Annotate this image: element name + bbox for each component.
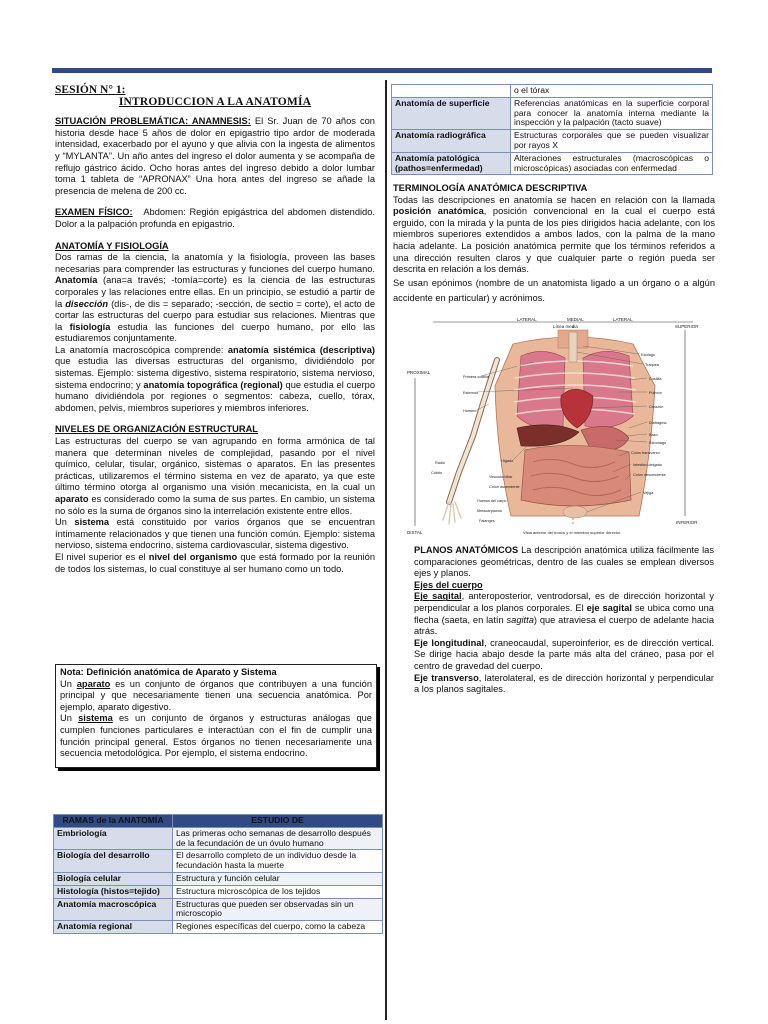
anatomy-figure [393,316,715,540]
terminologia-heading: TERMINOLOGÍA ANATÓMICA DESCRIPTIVA [393,183,588,193]
label-costilla: Costilla [649,377,662,381]
session-label: SESIÓN N° 1: [55,84,126,96]
table-row: Anatomía de superficie Referencias anatómicas en la superficie corporal para conocer la anatomía interna mediante la inspección y la palpación (tacto suave) [392,97,713,129]
label-carpo: Huesos del carpo [477,499,507,503]
label-pulmon: Pulmón [649,391,662,395]
label-lateral-right: LATERAL [613,317,633,322]
note-box [55,664,377,768]
label-distal: DISTAL [407,530,423,535]
label-cubito: Cúbito [431,471,442,475]
label-vesicula: Vesícula biliar [489,475,513,479]
estudio-col-header: ESTUDIO DE [173,815,383,828]
label-falanges: Falanges [479,519,495,523]
anatomia-paragraph-2: La anatomía macroscópica comprende: anatomía sistémica (descriptiva) que estudia las diversas estructuras del organismo, dividiéndolo por sistemas. Ejemplo: sistema digestivo, sistema respiratorio, sistema nervioso, sistema endocrino; y anatomía topográfica (regional) que estudia el cuerpo humano dividiéndola por regiones o segmentos: cabeza, cuello, tórax, abdomen, pelvis, miembros superiores y miembros inferiores. [55,344,375,413]
table-row: Anatomía regional Regiones específicas del cuerpo, como la cabeza [54,921,383,934]
header-rule [52,68,712,73]
ramas-col-header: RAMAS de la ANATOMÍA [54,815,173,828]
label-diafragma: Diafragma [649,421,667,425]
niveles-paragraph-1: Las estructuras del cuerpo se van agrupando en forma armónica de tal manera que determinan niveles de complejidad, pasando por el nivel químico, celular, tisular, orgánico, sistemas o aparatos. En las presentes prácticas, utilizaremos el término sistema en vez de aparato, ya que este último término otorga al organismo una visión mecanicista, en la cual un aparato es considerado como la suma de sus partes. En cambio, un sistema no sólo es la suma de órganos sino la interrelación existente entre ellos. [55,436,375,516]
label-bazo: Bazo [649,433,658,437]
niveles-heading: NIVELES DE ORGANIZACIÓN ESTRUCTURAL [55,424,258,435]
label-intestino-delgado: Intestino delgado [633,463,662,467]
situacion-paragraph: SITUACIÓN PROBLEMÁTICA: ANAMNESIS: El Sr. Juan de 70 años con historia desde hace 5 años de dolor en epigastrio tipo ardor de moderada intensidad, exacerbado por el ayuno y que alivia con la ingesta de alimentos y “MYLANTA”. Un año antes del ingreso el dolor aumenta y se acompaña de reflujo gástrico ácido. Ocho horas antes del ingreso debido a dolor lumbar toma 1 tableta de “APRONAX” Una hora antes del ingreso se añade la presencia de melena de 200 cc. [55,116,375,196]
left-column [55,80,375,575]
table-row: Anatomía macroscópica Estructuras que pueden ser observadas sin un microscopio [54,898,383,921]
terminologia-paragraph-1: Todas las descripciones en anatomía se hacen en relación con la llamada posición anatómica, posición convencional en la cual el cuerpo está erguido, con la mirada y la punta de los pies dirigidos hacia adelante, con los miembros superiores extendidos a ambos lados, con la palma de la mano hacia adelante. La posición anatómica permite que los términos referidos a una dirección resulten claros y que cualquier parte o región pueda ser descrita en relación a los demás. [393,194,715,275]
planos-intro: PLANOS ANATÓMICOS La descripción anatómica utiliza fácilmente las comparaciones geométricas, dentro de las cuales se emplean diversos ejes y planos. [414,545,714,579]
label-colon-ascendente: Colon ascendente [489,485,520,489]
label-radio: Radio [435,461,445,465]
table-row: Biología del desarrollo El desarrollo completo de un individuo desde la fecundación hasta la muerte [54,850,383,873]
label-higado: Hígado [501,459,514,463]
anatomia-paragraph-1: Dos ramas de la ciencia, la anatomía y la fisiología, proveen las bases necesarias para comprender las estructuras y funciones del cuerpo humano. Anatomía (ana=a través; -tomía=corte) es la ciencia de las estructuras corporales y las relaciones entre ellas. En un principio, se estudió a partir de la disección (dis-, de dis = separado; -sección, de sectio = corte), el acto de cortar las estructuras del cuerpo para estudiar sus relaciones. Mientras que la fisiología estudia las funciones del cuerpo humano, por ello las estudiaremos conjuntamente. [55,252,375,344]
note-paragraph-1: Un aparato es un conjunto de órganos que contribuyen a una función principal y que necesariamente tienen una secuencia anatómica. Por ejemplo, aparato digestivo. [60,678,372,712]
terminologia-section [393,183,715,306]
situacion-label: SITUACIÓN PROBLEMÁTICA: ANAMNESIS: [55,116,251,127]
examen-label: EXAMEN FÍSICO: [55,207,133,218]
planos-heading: PLANOS ANATÓMICOS [414,545,519,555]
label-proximal: PROXIMAL [407,370,431,375]
label-linea-media: Línea media [553,324,578,329]
note-paragraph-2: Un sistema es un conjunto de órganos y estructuras análogas que cumplen funciones particulares e interactúan con el fin de cumplir una función principal general. Estos órganos no tienen necesariamente una secuencia metodológica. Por ejemplo, el sistema endocrino. [60,713,372,759]
column-divider [385,80,387,1020]
table-row: Biología celular Estructura y función celular [54,872,383,885]
label-traquea: Tráquea [645,363,660,367]
label-colon-descendente: Colon descendente [633,473,666,477]
figure-caption: Vista anterior del tronco y el miembro superior derecho [523,530,621,535]
eje-longitudinal-paragraph: Eje longitudinal, craneocaudal, superoinferior, es de dirección vertical. Se dirige hacia abajo desde la parte más alta del cráneo, pasa por el centro de gravedad del cuerpo. [414,637,715,671]
eje-sagital-paragraph: Eje sagital, anteroposterior, ventrodorsal, es de dirección horizontal y perpendicular a los planos corporales. El eje sagital se ubica como una flecha (saeta, en latín sagitta) que atraviesa el cuerpo de adelante hacia atrás. [414,591,714,637]
label-inferior: INFERIOR [676,520,698,525]
examen-paragraph: EXAMEN FÍSICO: Abdomen: Región epigástrica del abdomen distendido. Dolor a la palpación profunda en epigastrio. [55,207,375,229]
label-colon-transverso: Colon transverso [631,451,660,455]
label-corazon: Corazón [649,405,664,409]
planos-section [414,545,714,696]
label-esofago: Esófago [641,353,655,357]
ramas-table [53,814,383,934]
table-row: o el tórax [392,85,713,98]
niveles-paragraph-2: Un sistema está constituido por varios órganos que se encuentran íntimamente relacionados y que tienen una función común. Ejemplo: sistema nervioso, sistema endocrino, sistema cardiovascular, sistema digestivo. [55,517,375,551]
ejes-heading: Ejes del cuerpo [414,579,483,590]
anatomia-heading: ANATOMÍA Y FISIOLOGÍA [55,240,169,251]
label-medial: MEDIAL [567,317,584,322]
ramas-table-continued [391,84,713,175]
label-humero: Húmero [463,409,477,413]
note-heading: Nota: Definición anatómica de Aparato y Sistema [60,667,277,677]
terminologia-paragraph-2: Se usan epónimos (nombre de un anatomista ligado a un órgano o a algún accidente en particular) y acrónimos. [393,277,715,303]
label-estomago: Estómago [649,441,667,445]
label-lateral-left: LATERAL [517,317,537,322]
table-row: Histología (histos=tejido) Estructura microscópica de los tejidos [54,885,383,898]
label-metacarpianos: Metacarpianos [477,509,502,513]
label-esternon: Esternón [463,391,479,395]
page-title: INTRODUCCION A LA ANATOMÍA [118,95,312,108]
table-row: Anatomía radiográfica Estructuras corporales que se pueden visualizar por rayos X [392,130,713,153]
label-superior: SUPERIOR [675,324,699,329]
table-row: Embriología Las primeras ocho semanas de desarrollo después de la fecundación de un óvulo humano [54,827,383,850]
table-row: Anatomía patológica (pathos=enfermedad) Alteraciones estructurales (macroscópicas o microscópicas) asociadas con enfermedad [392,152,713,175]
eje-transverso-paragraph: Eje transverso, laterolateral, es de dirección horizontal y perpendicular a los planos sagitales. [414,672,714,695]
label-primera-costilla: Primera costilla [463,375,489,379]
niveles-paragraph-3: El nivel superior es el nivel del organismo que está formado por la reunión de todos los sistemas, lo cual constituye al ser humano como un todo. [55,551,375,574]
label-vejiga: Vejiga [643,491,654,495]
